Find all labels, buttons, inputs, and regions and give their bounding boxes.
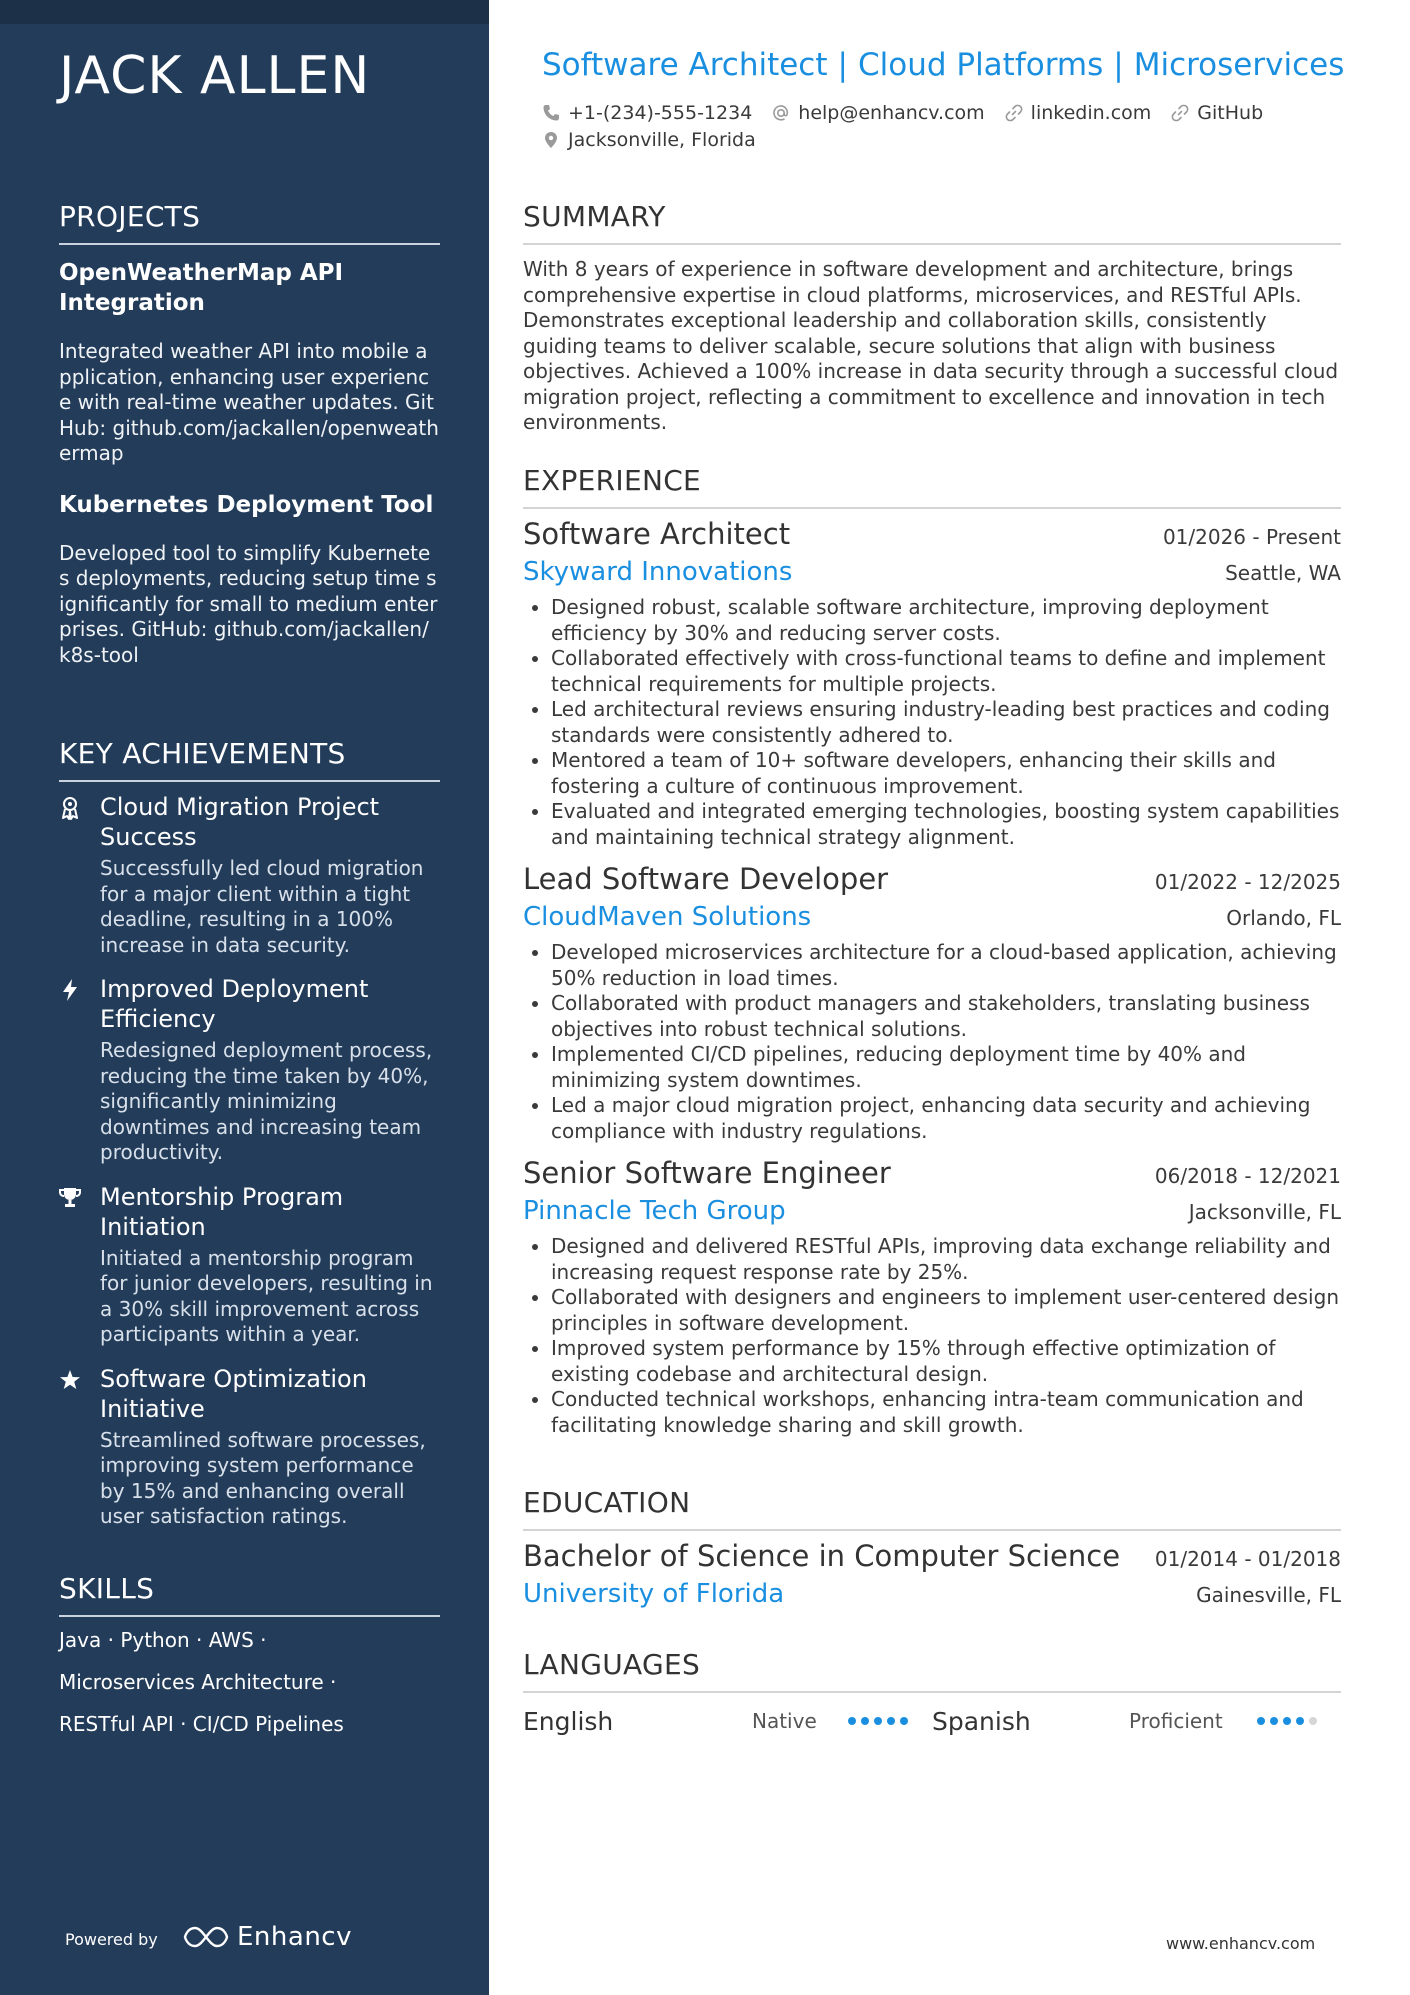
languages-heading: LANGUAGES bbox=[523, 1648, 1341, 1693]
headline-separator: | bbox=[837, 47, 848, 83]
projects-section bbox=[59, 200, 440, 668]
job-bullet: • Evaluated and integrated emerging technologies, boosting system capabilities and maintaining technical strategy alignment. bbox=[551, 799, 1341, 850]
language-item bbox=[932, 1707, 1341, 1736]
headline-separator: | bbox=[1113, 47, 1124, 83]
job-title: Senior Software Engineer bbox=[523, 1156, 891, 1190]
job-bullets bbox=[523, 1234, 1341, 1438]
job-header bbox=[523, 517, 1341, 551]
language-rating bbox=[1257, 1717, 1317, 1725]
language-item bbox=[523, 1707, 932, 1736]
main-column bbox=[489, 0, 1410, 1995]
job-title: Software Architect bbox=[523, 517, 791, 551]
job-entry bbox=[523, 862, 1341, 1144]
achievement-description: Redesigned deployment process, reducing the time taken by 40%, significantly minimizing downtimes and increasing team productivity. bbox=[100, 1038, 433, 1164]
job-bullet: • Collaborated effectively with cross-functional teams to define and implement technical requirements for multiple projects. bbox=[551, 646, 1341, 697]
achievement-description: Streamlined software processes, improving system performance by 15% and enhancing overall user satisfaction ratings. bbox=[100, 1427, 426, 1528]
phone-text[interactable]: +1-(234)-555-1234 bbox=[568, 102, 753, 124]
linkedin-text[interactable]: linkedin.com bbox=[1030, 102, 1152, 124]
rating-dot-filled bbox=[887, 1717, 895, 1725]
language-rating bbox=[848, 1717, 908, 1725]
language-level: Proficient bbox=[1129, 1709, 1223, 1733]
skills-line: RESTful API · CI/CD Pipelines bbox=[59, 1712, 344, 1736]
achievement-title: Software Optimization Initiative bbox=[100, 1364, 367, 1423]
award-ribbon-icon bbox=[59, 796, 81, 820]
skills-line: Microservices Architecture · bbox=[59, 1670, 337, 1694]
company-name: Skyward Innovations bbox=[523, 557, 793, 587]
trophy-icon bbox=[59, 1186, 81, 1210]
job-header bbox=[523, 1156, 1341, 1190]
education-section bbox=[523, 1486, 1341, 1609]
education-dates: 01/2014 - 01/2018 bbox=[1154, 1547, 1341, 1571]
enhancv-brand-text: Enhancv bbox=[237, 1922, 352, 1952]
rating-dot-filled bbox=[900, 1717, 908, 1725]
link-icon bbox=[1171, 104, 1189, 122]
location-text: Jacksonville, Florida bbox=[568, 129, 756, 151]
achievement-title: Cloud Migration Project Success bbox=[100, 793, 380, 851]
job-bullet: • Collaborated with product managers and stakeholders, translating business objectives into robust technical solutions. bbox=[551, 991, 1341, 1042]
achievements-heading: KEY ACHIEVEMENTS bbox=[59, 737, 440, 782]
project-item bbox=[59, 258, 440, 467]
experience-section bbox=[523, 464, 1341, 1438]
enhancv-logo-icon bbox=[183, 1924, 229, 1950]
contact-row bbox=[542, 102, 1263, 124]
job-dates: 06/2018 - 12/2021 bbox=[1154, 1164, 1341, 1188]
job-location: Seattle, WA bbox=[1225, 561, 1341, 585]
project-description: Developed tool to simplify Kubernetes deployments, reducing setup time significantly for small to medium enterprises. GitHub: github.com/jackallen/k8s-tool bbox=[59, 540, 438, 667]
job-header bbox=[523, 862, 1341, 896]
achievement-item bbox=[59, 792, 440, 958]
achievement-item bbox=[59, 1364, 440, 1530]
skills-section bbox=[59, 1572, 440, 1737]
job-dates: 01/2022 - 12/2025 bbox=[1154, 870, 1341, 894]
school-name: University of Florida bbox=[523, 1579, 785, 1609]
project-title: OpenWeatherMap API Integration bbox=[59, 260, 344, 316]
link-icon bbox=[1005, 104, 1023, 122]
language-name: Spanish bbox=[932, 1706, 1031, 1736]
language-level: Native bbox=[752, 1709, 817, 1733]
candidate-name: JACK ALLEN bbox=[59, 46, 371, 106]
job-company-row bbox=[523, 1196, 1341, 1226]
job-title: Lead Software Developer bbox=[523, 862, 889, 896]
job-bullets bbox=[523, 595, 1341, 850]
job-company-row bbox=[523, 902, 1341, 932]
job-entry bbox=[523, 1156, 1341, 1438]
headline-role: Microservices bbox=[1133, 47, 1345, 83]
education-header bbox=[523, 1539, 1341, 1573]
job-bullet: • Collaborated with designers and engineers to implement user-centered design principles in software development. bbox=[551, 1285, 1341, 1336]
achievement-description: Initiated a mentorship program for junior developers, resulting in a 30% skill improvement across participants within a year. bbox=[100, 1245, 433, 1346]
github-text[interactable]: GitHub bbox=[1197, 102, 1264, 124]
company-name: CloudMaven Solutions bbox=[523, 902, 812, 932]
headline bbox=[542, 47, 1344, 83]
rating-dot-filled bbox=[1270, 1717, 1278, 1725]
project-title: Kubernetes Deployment Tool bbox=[59, 491, 434, 518]
headline-role: Software Architect bbox=[542, 47, 828, 83]
education-entry bbox=[523, 1539, 1341, 1609]
project-item bbox=[59, 490, 440, 669]
at-sign-icon bbox=[772, 104, 790, 122]
achievements-section bbox=[59, 737, 440, 1530]
job-bullet: • Designed robust, scalable software architecture, improving deployment efficiency by 30% and reducing server costs. bbox=[551, 595, 1341, 646]
lightning-bolt-icon bbox=[59, 978, 81, 1002]
achievement-item bbox=[59, 974, 440, 1166]
education-location: Gainesville, FL bbox=[1196, 1583, 1341, 1607]
email-text[interactable]: help@enhancv.com bbox=[798, 102, 985, 124]
summary-text: With 8 years of experience in software development and architecture, brings comprehensive expertise in cloud platforms, microservices, and RESTful APIs. Demonstrates exceptional leadership and collaboration skills, consistently guiding teams to deliver scalable, secure solutions that align with business objectives. Achieved a 100% increase in data security through a successful cloud migration project, reflecting a commitment to excellence and innovation in tech environments. bbox=[523, 257, 1339, 434]
rating-dot-filled bbox=[861, 1717, 869, 1725]
rating-dot-filled bbox=[1257, 1717, 1265, 1725]
location-pin-icon bbox=[542, 131, 560, 149]
summary-heading: SUMMARY bbox=[523, 200, 1341, 245]
job-bullet: • Improved system performance by 15% through effective optimization of existing codebase and architectural design. bbox=[551, 1336, 1341, 1387]
job-bullet: • Developed microservices architecture for a cloud-based application, achieving 50% reduction in load times. bbox=[551, 940, 1341, 991]
rating-dot-filled bbox=[1283, 1717, 1291, 1725]
phone-icon bbox=[542, 104, 560, 122]
rating-dot-filled bbox=[1296, 1717, 1304, 1725]
job-company-row bbox=[523, 557, 1341, 587]
rating-dot-filled bbox=[848, 1717, 856, 1725]
rating-dot-empty bbox=[1309, 1717, 1317, 1725]
education-heading: EDUCATION bbox=[523, 1486, 1341, 1531]
achievement-title: Improved Deployment Efficiency bbox=[100, 975, 369, 1033]
job-dates: 01/2026 - Present bbox=[1162, 525, 1341, 549]
projects-heading: PROJECTS bbox=[59, 200, 440, 245]
rating-dot-filled bbox=[874, 1717, 882, 1725]
experience-heading: EXPERIENCE bbox=[523, 464, 1341, 509]
job-bullet: • Led a major cloud migration project, enhancing data security and achieving compliance with industry regulations. bbox=[551, 1093, 1341, 1144]
company-name: Pinnacle Tech Group bbox=[523, 1196, 786, 1226]
sidebar-top-strip bbox=[0, 0, 489, 24]
footer-site[interactable]: www.enhancv.com bbox=[1166, 1934, 1316, 1953]
languages-section bbox=[523, 1648, 1341, 1741]
education-school-row bbox=[523, 1579, 1341, 1609]
job-bullet: • Led architectural reviews ensuring industry-leading best practices and coding standards were consistently adhered to. bbox=[551, 697, 1341, 748]
job-bullet: • Conducted technical workshops, enhancing intra-team communication and facilitating knowledge sharing and skill growth. bbox=[551, 1387, 1341, 1438]
language-name: English bbox=[523, 1706, 614, 1736]
job-bullet: • Implemented CI/CD pipelines, reducing deployment time by 40% and minimizing system downtimes. bbox=[551, 1042, 1341, 1093]
achievement-title: Mentorship Program Initiation bbox=[100, 1182, 344, 1241]
job-location: Jacksonville, FL bbox=[1188, 1200, 1341, 1224]
job-location: Orlando, FL bbox=[1226, 906, 1341, 930]
achievement-description: Successfully led cloud migration for a major client within a tight deadline, resulting in a 100% increase in data security. bbox=[100, 856, 424, 957]
project-description: Integrated weather API into mobile application, enhancing user experience with real-time weather updates. GitHub: github.com/jackallen/openweathermap bbox=[59, 339, 439, 465]
headline-role: Cloud Platforms bbox=[857, 47, 1104, 83]
skills-heading: SKILLS bbox=[59, 1572, 440, 1617]
job-bullets bbox=[523, 940, 1341, 1144]
job-bullet: • Designed and delivered RESTful APIs, improving data exchange reliability and increasing request response rate by 25%. bbox=[551, 1234, 1341, 1285]
achievement-item bbox=[59, 1182, 440, 1348]
job-entry bbox=[523, 517, 1341, 850]
powered-by-label: Powered by bbox=[65, 1930, 158, 1949]
skills-line: Java · Python · AWS · bbox=[59, 1628, 267, 1652]
languages-row bbox=[523, 1701, 1341, 1741]
enhancv-logo[interactable] bbox=[183, 1920, 352, 1954]
star-icon bbox=[59, 1368, 81, 1392]
main-top-strip bbox=[489, 0, 1410, 24]
location-row bbox=[542, 129, 756, 151]
sidebar bbox=[0, 0, 489, 1995]
job-bullet: • Mentored a team of 10+ software developers, enhancing their skills and fostering a culture of continuous improvement. bbox=[551, 748, 1341, 799]
degree: Bachelor of Science in Computer Science bbox=[523, 1539, 1121, 1573]
summary-section bbox=[523, 200, 1341, 436]
